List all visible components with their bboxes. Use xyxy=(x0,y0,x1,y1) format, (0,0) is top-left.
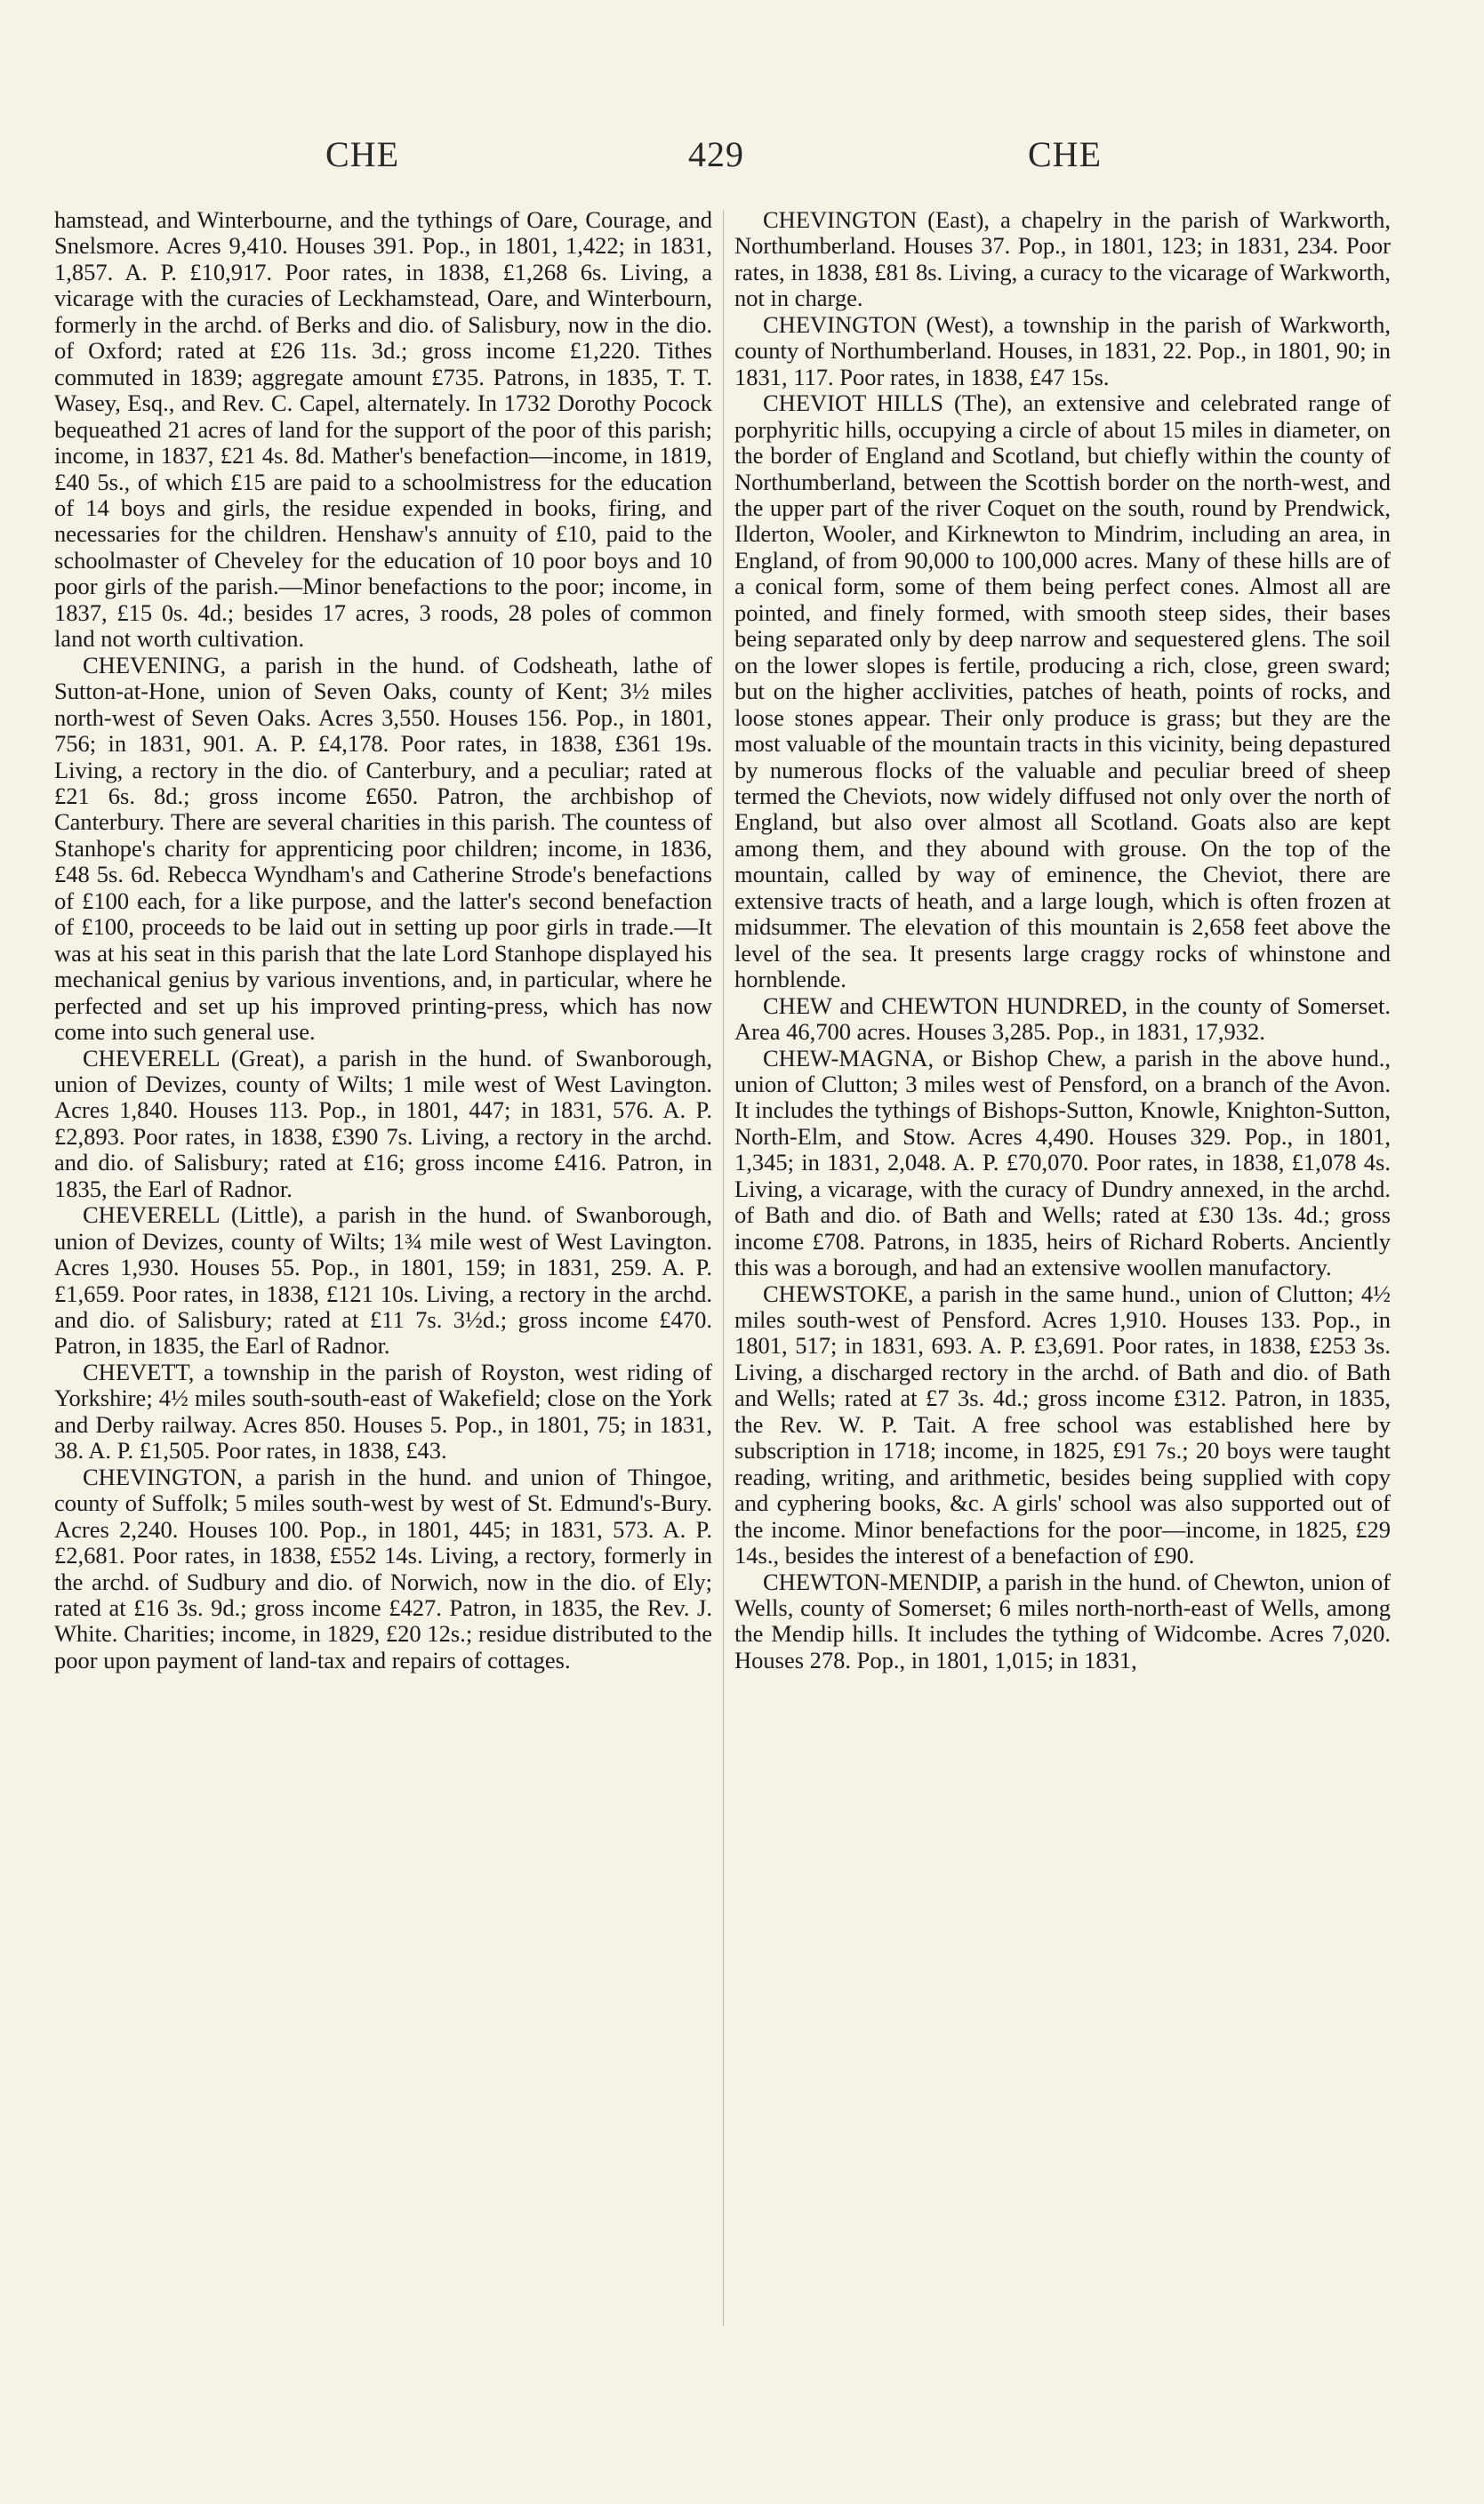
entry-paragraph: CHEVENING, a parish in the hund. of Codsheath, lathe of Sutton-at-Hone, union of Seven Oaks, county of Kent; 3½ miles north-west of Seven Oaks. Acres 3,550. Houses 156. Pop., in 1801, 756; in 1831, 901. A. P. £4,178. Poor rates, in 1838, £361 19s. Living, a rectory in the dio. of Canterbury, and a peculiar; rated at £21 6s. 8d.; gross income £650. Patron, the archbishop of Canterbury. There are several charities in this parish. The countess of Stanhope's charity for apprenticing poor children; income, in 1836, £48 5s. 6d. Rebecca Wyndham's and Catherine Strode's benefactions of £100 each, for a like purpose, and the latter's second benefaction of £100, proceeds to be laid out in setting up poor girls in trade.—It was at his seat in this parish that the late Lord Stanhope displayed his mechanical genius by various inventions, and, in particular, where he perfected and set up his improved printing-press, which has now come into such general use. xyxy=(54,651,712,1046)
entry-paragraph: CHEVINGTON (East), a chapelry in the parish of Warkworth, Northumberland. Houses 37. Pop., in 1801, 123; in 1831, 234. Poor rates, in 1838, £81 8s. Living, a curacy to the vicarage of Warkworth, not in charge. xyxy=(734,206,1391,312)
header-left-word: CHE xyxy=(325,134,399,174)
header-right-word: CHE xyxy=(1028,134,1102,174)
entry-paragraph: CHEVERELL (Great), a parish in the hund. of Swanborough, union of Devizes, county of Wilts; 1 mile west of West Lavington. Acres 1,840. Houses 113. Pop., in 1801, 447; in 1831, 576. A. P. £2,893. Poor rates, in 1838, £390 7s. Living, a rectory in the archd. and dio. of Salisbury; rated at £16; gross income £416. Patron, in 1835, the Earl of Radnor. xyxy=(54,1044,712,1202)
page-number: 429 xyxy=(688,134,744,174)
running-header xyxy=(0,133,1484,178)
entry-paragraph: CHEVIOT HILLS (The), an extensive and celebrated range of porphyritic hills, occupying a circle of about 15 miles in diameter, on the border of England and Scotland, but chiefly within the county of Northumberland, between the Scottish border on the north-west, and the upper part of the river Coquet on the south, round by Prendwick, Ilderton, Wooler, and Kirknewton to Mindrim, including an area, in England, of from 90,000 to 100,000 acres. Many of these hills are of a conical form, some of them being perfect cones. Almost all are pointed, and finely formed, with smooth steep sides, their bases being separated only by deep narrow and sequestered glens. The soil on the lower slopes is fertile, producing a rich, close, green sward; but on the higher acclivities, patches of heath, points of rocks, and loose stones appear. Their only produce is grass; but they are the most valuable of the mountain tracts in this vicinity, being depastured by numerous flocks of the valuable and peculiar breed of sheep termed the Cheviots, now widely diffused not only over the north of England, but also over almost all Scotland. Goats also are kept among them, and they abound with grouse. On the top of the mountain, called by way of eminence, the Cheviot, there are extensive tracts of heath, and a large lough, which is often frozen at midsummer. The elevation of this mountain is 2,658 feet above the level of the sea. It presents large craggy rocks of whinstone and hornblende. xyxy=(734,389,1391,993)
entry-paragraph: CHEWSTOKE, a parish in the same hund., union of Clutton; 4½ miles south-west of Pensford. Acres 1,910. Houses 133. Pop., in 1801, 517; in 1831, 693. A. P. £3,691. Poor rates, in 1838, £253 3s. Living, a discharged rectory in the archd. of Bath and dio. of Bath and Wells; rated at £7 3s. 4d.; gross income £312. Patron, in 1835, the Rev. W. P. Tait. A free school was established here by subscription in 1718; income, in 1825, £91 7s.; 20 boys were taught reading, writing, and arithmetic, besides being supplied with copy and cyphering books, &c. A girls' school was also supported out of the income. Minor benefactions for the poor—income, in 1825, £29 14s., besides the interest of a benefaction of £90. xyxy=(734,1280,1391,1569)
entry-paragraph: CHEVETT, a township in the parish of Royston, west riding of Yorkshire; 4½ miles south-south-east of Wakefield; close on the York and Derby railway. Acres 850. Houses 5. Pop., in 1801, 75; in 1831, 38. A. P. £1,505. Poor rates, in 1838, £43. xyxy=(54,1358,712,1465)
entry-paragraph: CHEVINGTON, a parish in the hund. and union of Thingoe, county of Suffolk; 5 miles south-west by west of St. Edmund's-Bury. Acres 2,240. Houses 100. Pop., in 1801, 445; in 1831, 573. A. P. £2,681. Poor rates, in 1838, £552 14s. Living, a rectory, formerly in the archd. of Sudbury and dio. of Norwich, now in the dio. of Ely; rated at £16 3s. 9d.; gross income £427. Patron, in 1835, the Rev. J. White. Charities; income, in 1829, £20 12s.; residue distributed to the poor upon payment of land-tax and repairs of cottages. xyxy=(54,1463,712,1673)
entry-paragraph: CHEVERELL (Little), a parish in the hund. of Swanborough, union of Devizes, county of Wilts; 1¾ mile west of West Lavington. Acres 1,930. Houses 55. Pop., in 1801, 159; in 1831, 259. A. P. £1,659. Poor rates, in 1838, £121 10s. Living, a rectory in the archd. and dio. of Salisbury; rated at £11 7s. 3½d.; gross income £470. Patron, in 1835, the Earl of Radnor. xyxy=(54,1201,712,1360)
column-divider xyxy=(723,210,724,2326)
right-column xyxy=(734,207,1391,1673)
entry-paragraph: CHEW-MAGNA, or Bishop Chew, a parish in the above hund., union of Clutton; 3 miles west of Pensford, on a branch of the Avon. It includes the tythings of Bishops-Sutton, Knowle, Knighton-Sutton, North-Elm, and Stow. Acres 4,490. Houses 329. Pop., in 1801, 1,345; in 1831, 2,048. A. P. £70,070. Poor rates, in 1838, £1,078 4s. Living, a vicarage, with the curacy of Dundry annexed, in the archd. of Bath and dio. of Bath and Wells; rated at £30 13s. 4d.; gross income £708. Patrons, in 1835, heirs of Richard Roberts. Anciently this was a borough, and had an extensive woollen manufactory. xyxy=(734,1044,1391,1281)
left-column xyxy=(54,207,712,1673)
entry-paragraph: hamstead, and Winterbourne, and the tythings of Oare, Courage, and Snelsmore. Acres 9,410. Houses 391. Pop., in 1801, 1,422; in 1831, 1,857. A. P. £10,917. Poor rates, in 1838, £1,268 6s. Living, a vicarage with the curacies of Leckhamstead, Oare, and Winterbourn, formerly in the archd. of Berks and dio. of Salisbury, now in the dio. of Oxford; rated at £26 11s. 3d.; gross income £1,220. Tithes commuted in 1839; aggregate amount £735. Patrons, in 1835, T. T. Wasey, Esq., and Rev. C. Capel, alternately. In 1732 Dorothy Pocock bequeathed 21 acres of land for the support of the poor of this parish; income, in 1837, £21 4s. 8d. Mather's benefaction—income, in 1819, £40 5s., of which £15 are paid to a schoolmistress for the education of 14 boys and girls, the residue expended in books, firing, and necessaries for the children. Henshaw's annuity of £10, paid to the schoolmaster of Cheveley for the education of 10 poor boys and 10 poor girls of the parish.—Minor benefactions to the poor; income, in 1837, £15 0s. 4d.; besides 17 acres, 3 roods, 28 poles of common land not worth cultivation. xyxy=(54,206,712,653)
entry-paragraph: CHEVINGTON (West), a township in the parish of Warkworth, county of Northumberland. Houses, in 1831, 22. Pop., in 1801, 90; in 1831, 117. Poor rates, in 1838, £47 15s. xyxy=(734,310,1391,390)
entry-paragraph: CHEW and CHEWTON HUNDRED, in the county of Somerset. Area 46,700 acres. Houses 3,285. Pop., in 1831, 17,932. xyxy=(734,991,1391,1046)
entry-paragraph: CHEWTON-MENDIP, a parish in the hund. of Chewton, union of Wells, county of Somerset; 6 miles north-north-east of Wells, among the Mendip hills. It includes the tything of Widcombe. Acres 7,020. Houses 278. Pop., in 1801, 1,015; in 1831, xyxy=(734,1568,1391,1673)
